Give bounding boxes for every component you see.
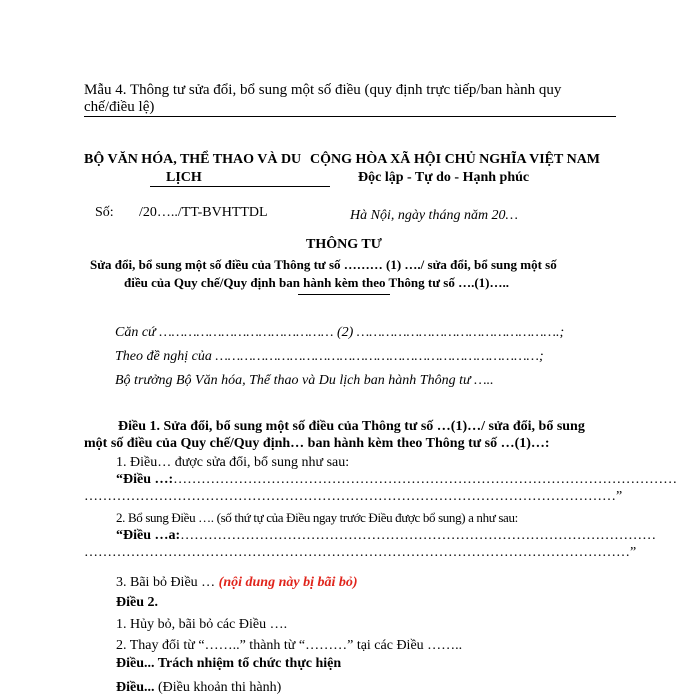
place-date: Hà Nội, ngày tháng năm 20… [350,208,518,223]
article-effect-text: (Điều khoản thi hành) [154,680,282,695]
preamble-theo-de-nghi: Theo đề nghị của ……………………………………………………………………; [115,349,544,364]
article1-item2-quote-dots: ………………………………………………………………………………………… [180,528,657,543]
issuer-underline [150,186,238,187]
nation-underline [238,186,330,187]
preamble-bo-truong: Bộ trưởng Bộ Văn hóa, Thể thao và Du lịch ban hành Thông tư ….. [115,373,494,388]
doc-subtitle-line2: điều của Quy chế/Quy định ban hành kèm theo Thông tư số ….(1)….. [124,275,510,290]
doc-title: THÔNG TƯ [306,237,382,252]
article1-item1-dots-line2: ……………………………………………………………………………………………………” [84,489,623,504]
article1-heading-line1: Điều 1. Sửa đổi, bổ sung một số điều của Thông tư số …(1)…/ sửa đổi, bổ sung [118,419,585,434]
article1-item2-dots-line2: ………………………………………………………………………………………………………” [84,545,637,560]
article-responsibility: Điều... Trách nhiệm tổ chức thực hiện [116,656,342,671]
issuer-line1: BỘ VĂN HÓA, THỂ THAO VÀ DU [84,152,302,167]
article1-item1-quote-dots: ……………………………………………………………………………………………… [173,472,678,487]
preamble-can-cu: Căn cứ …………………………………… (2) ………………………………………….; [115,325,565,340]
article1-item2-quote-label: “Điều …a: [116,528,181,543]
article-effect-label: Điều... [116,680,155,695]
article1-item3 [116,575,358,591]
form-note-divider [84,116,616,117]
article-effect [116,680,281,696]
article2-item1: 1. Hủy bỏ, bãi bỏ các Điều …. [116,617,288,632]
article1-item2-quote [116,528,656,544]
article1-item1-quote [116,472,677,488]
doc-number-value: /20…../TT-BVHTTDL [139,205,268,220]
nation-line2: Độc lập - Tự do - Hạnh phúc [358,170,530,185]
article1-item1-quote-label: “Điều …: [116,472,174,487]
title-underline [298,294,390,295]
issuer-line2: LỊCH [166,170,202,185]
article1-item2: 2. Bổ sung Điều …. (số thứ tự của Điều ngay trước Điều được bổ sung) a như sau: [116,510,518,525]
article2-item2: 2. Thay đổi từ “……..” thành từ “………” tại các Điều …….. [116,638,463,653]
article1-heading-line2: một số điều của Quy chế/Quy định… ban hành kèm theo Thông tư số …(1)…: [84,436,550,451]
form-note-line2: chế/điều lệ) [84,99,155,115]
form-note-line1: Mẫu 4. Thông tư sửa đổi, bổ sung một số điều (quy định trực tiếp/ban hành quy [84,82,562,98]
doc-number-label: Số: [95,205,114,220]
article2-heading: Điều 2. [116,595,158,610]
article1-item3-text: 3. Bãi bỏ Điều … [116,575,219,590]
doc-subtitle-line1: Sửa đổi, bổ sung một số điều của Thông tư số ……… (1) …./ sửa đổi, bổ sung một số [90,257,557,272]
article1-item1: 1. Điều… được sửa đổi, bổ sung như sau: [116,455,350,470]
article1-item3-note: (nội dung này bị bãi bỏ) [218,575,358,590]
nation-line1: CỘNG HÒA XÃ HỘI CHỦ NGHĨA VIỆT NAM [310,152,601,167]
